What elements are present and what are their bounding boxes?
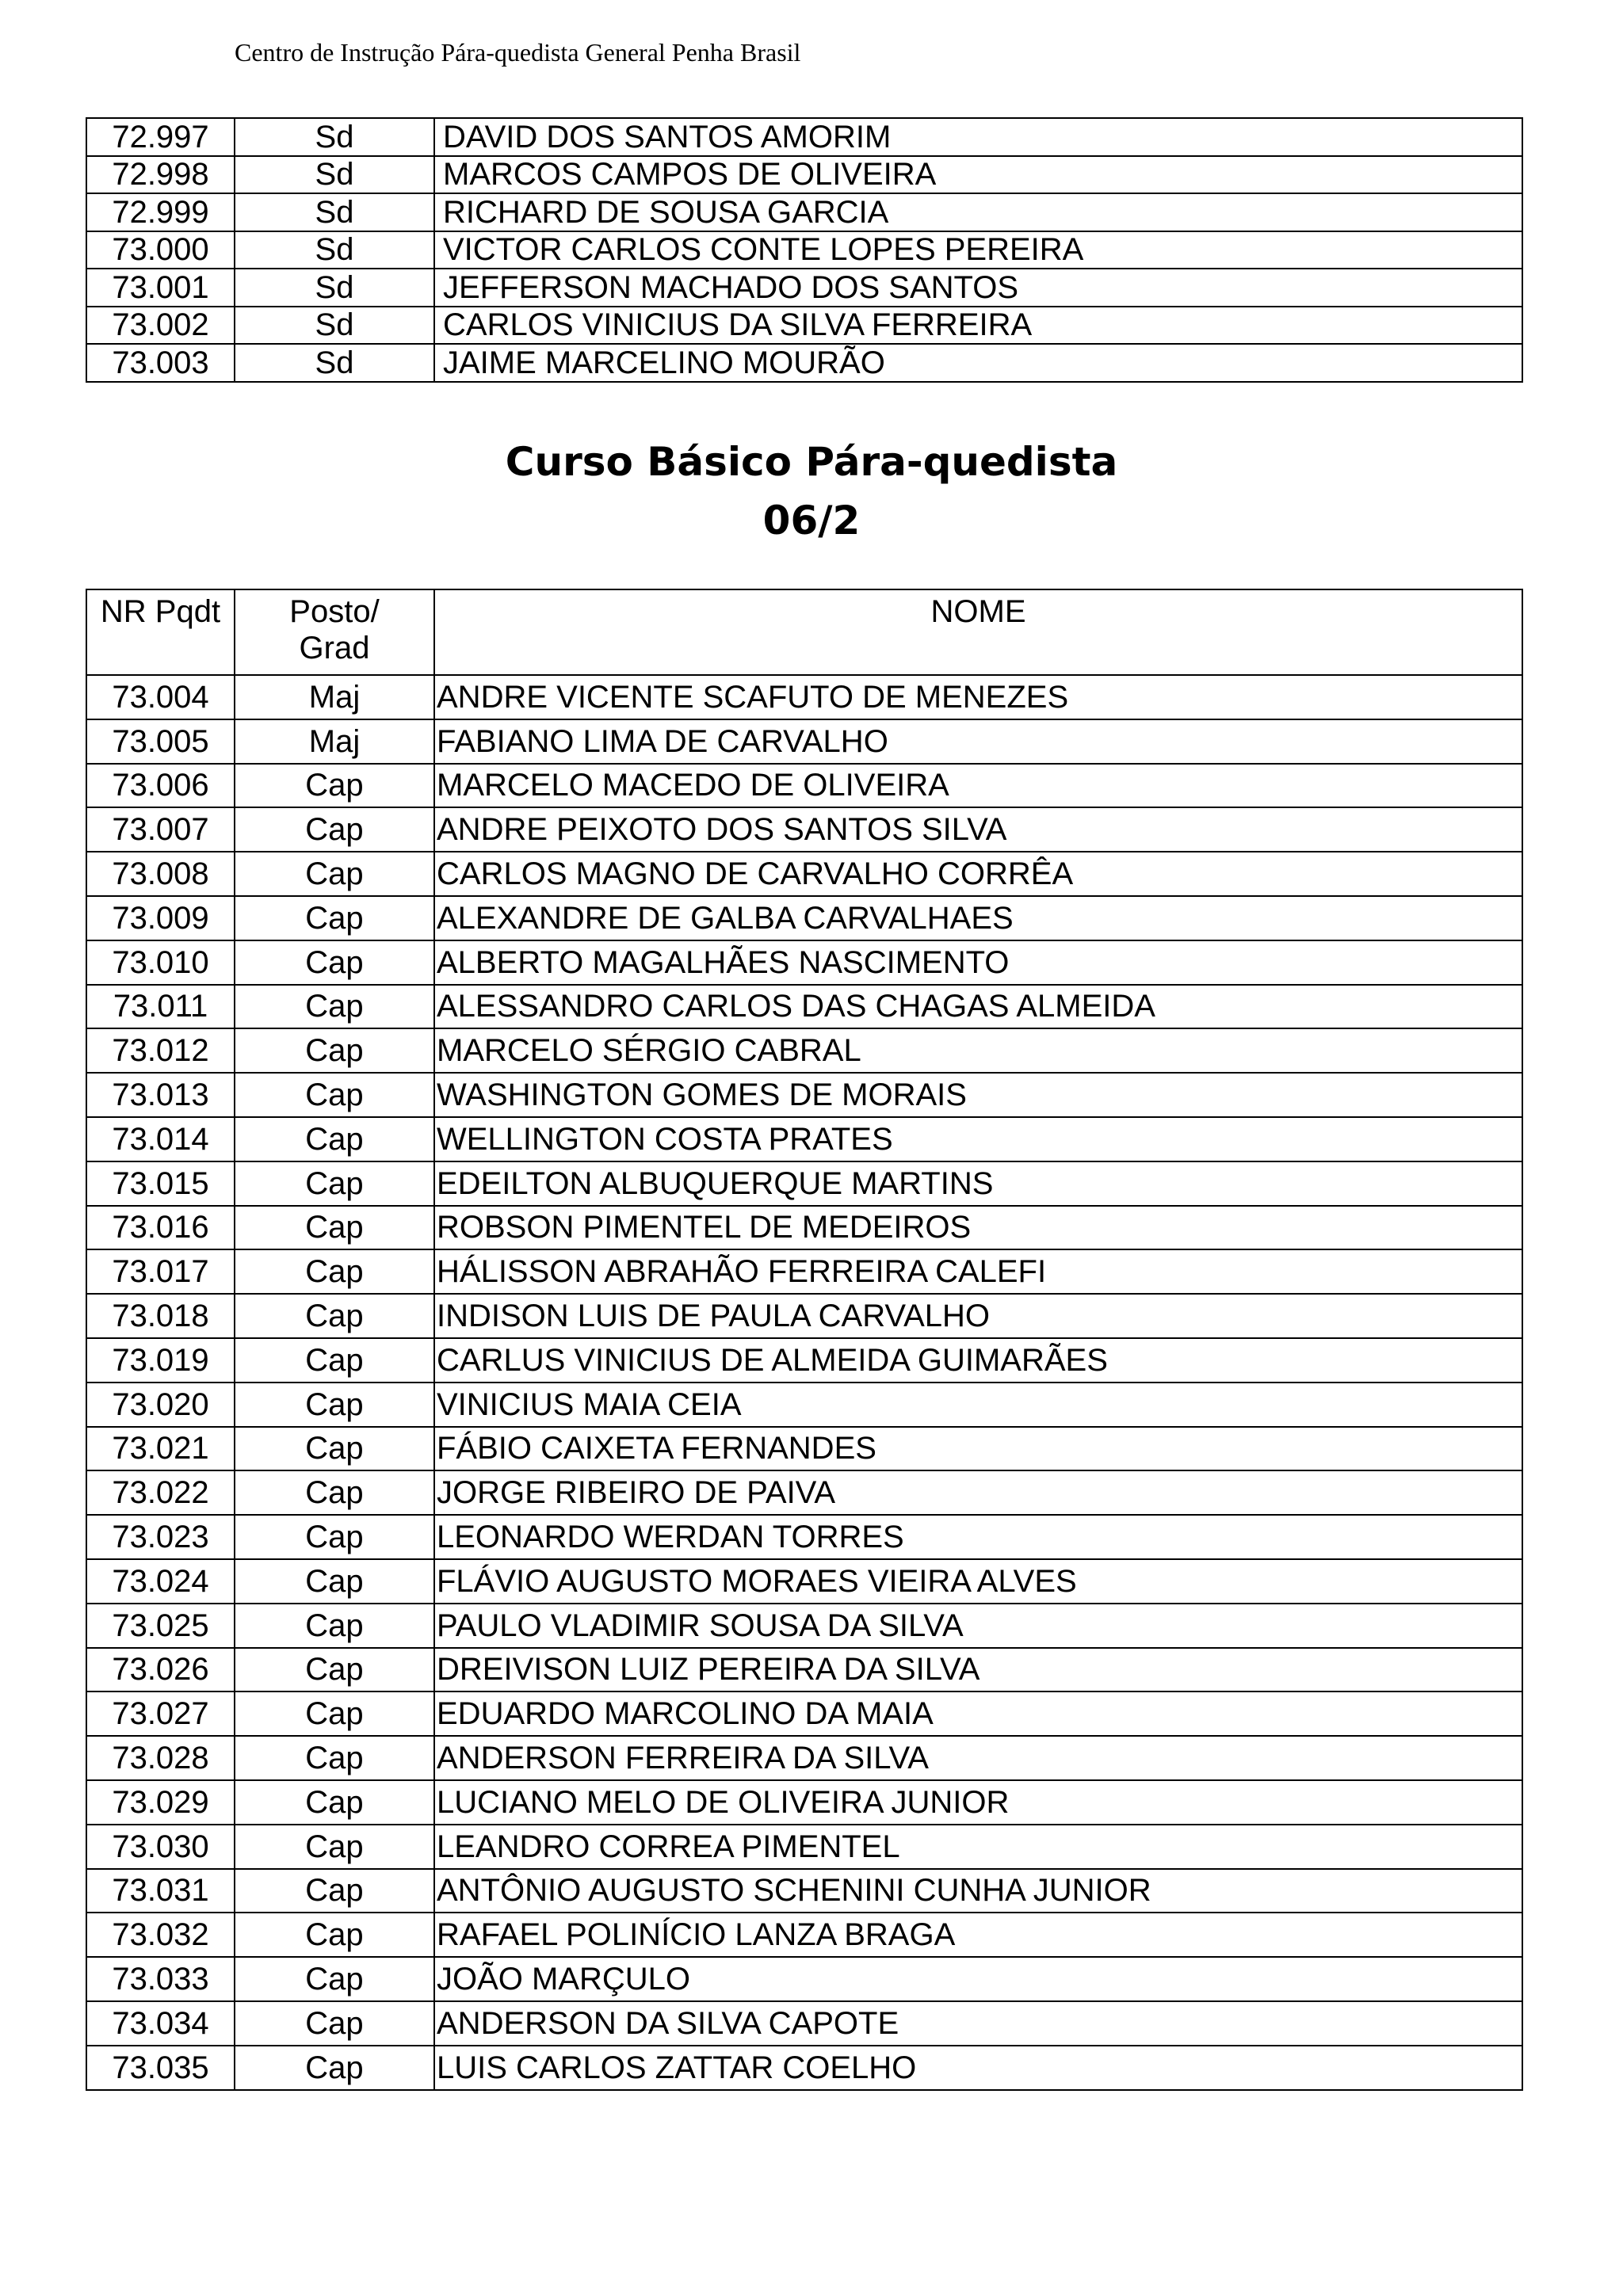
table-row	[86, 1913, 1522, 1957]
rank-cell: Sd	[235, 269, 434, 307]
nr-cell: 73.033	[86, 1957, 235, 2001]
rank-cell: Cap	[235, 1294, 434, 1338]
table-row	[86, 118, 1522, 156]
nr-cell: 73.025	[86, 1604, 235, 1648]
rank-cell: Cap	[235, 1691, 434, 1736]
column-header-name: NOME	[434, 589, 1522, 675]
nr-cell: 73.011	[86, 985, 235, 1029]
table-row	[86, 985, 1522, 1029]
nr-cell: 73.007	[86, 807, 235, 852]
previous-roster-table	[86, 117, 1523, 383]
name-cell: MARCELO SÉRGIO CABRAL	[434, 1028, 1522, 1073]
rank-cell: Cap	[235, 1869, 434, 1913]
roster-body	[86, 675, 1522, 2090]
nr-cell: 73.021	[86, 1427, 235, 1471]
name-cell: LUCIANO MELO DE OLIVEIRA JUNIOR	[434, 1780, 1522, 1825]
table-row	[86, 1427, 1522, 1471]
column-header-rank-line1: Posto/	[289, 594, 380, 629]
nr-cell: 73.029	[86, 1780, 235, 1825]
name-cell: EDEILTON ALBUQUERQUE MARTINS	[434, 1161, 1522, 1206]
rank-cell: Maj	[235, 719, 434, 764]
nr-cell: 73.023	[86, 1515, 235, 1559]
rank-cell: Cap	[235, 1559, 434, 1604]
rank-cell: Cap	[235, 1913, 434, 1957]
name-cell: CARLOS VINICIUS DA SILVA FERREIRA	[434, 307, 1522, 345]
column-header-nr: NR Pqdt	[86, 589, 235, 675]
name-cell: MARCOS CAMPOS DE OLIVEIRA	[434, 156, 1522, 194]
nr-cell: 73.009	[86, 896, 235, 940]
nr-cell: 73.013	[86, 1073, 235, 1117]
nr-cell: 72.997	[86, 118, 235, 156]
table-row	[86, 2001, 1522, 2046]
table-header-row	[86, 589, 1522, 675]
table-row	[86, 1736, 1522, 1780]
rank-cell: Cap	[235, 1427, 434, 1471]
nr-cell: 73.001	[86, 269, 235, 307]
name-cell: JORGE RIBEIRO DE PAIVA	[434, 1470, 1522, 1515]
name-cell: ANDERSON FERREIRA DA SILVA	[434, 1736, 1522, 1780]
rank-cell: Cap	[235, 896, 434, 940]
name-cell: JAIME MARCELINO MOURÃO	[434, 344, 1522, 382]
name-cell: ALBERTO MAGALHÃES NASCIMENTO	[434, 940, 1522, 985]
table-row	[86, 852, 1522, 896]
rank-cell: Cap	[235, 1117, 434, 1161]
name-cell: INDISON LUIS DE PAULA CARVALHO	[434, 1294, 1522, 1338]
rank-cell: Sd	[235, 231, 434, 269]
nr-cell: 72.998	[86, 156, 235, 194]
name-cell: MARCELO MACEDO DE OLIVEIRA	[434, 764, 1522, 808]
nr-cell: 73.015	[86, 1161, 235, 1206]
nr-cell: 73.010	[86, 940, 235, 985]
name-cell: CARLUS VINICIUS DE ALMEIDA GUIMARÃES	[434, 1338, 1522, 1383]
rank-cell: Cap	[235, 1736, 434, 1780]
nr-cell: 73.030	[86, 1825, 235, 1869]
table-row	[86, 1249, 1522, 1294]
rank-cell: Cap	[235, 1780, 434, 1825]
nr-cell: 73.016	[86, 1206, 235, 1250]
rank-cell: Cap	[235, 2046, 434, 2090]
rank-cell: Cap	[235, 985, 434, 1029]
column-header-rank-line2: Grad	[299, 631, 370, 666]
nr-cell: 73.014	[86, 1117, 235, 1161]
name-cell: EDUARDO MARCOLINO DA MAIA	[434, 1691, 1522, 1736]
nr-cell: 73.008	[86, 852, 235, 896]
table-row	[86, 896, 1522, 940]
rank-cell: Cap	[235, 1515, 434, 1559]
rank-cell: Cap	[235, 852, 434, 896]
nr-cell: 73.022	[86, 1470, 235, 1515]
name-cell: VICTOR CARLOS CONTE LOPES PEREIRA	[434, 231, 1522, 269]
name-cell: ALEXANDRE DE GALBA CARVALHAES	[434, 896, 1522, 940]
rank-cell: Cap	[235, 1604, 434, 1648]
table-row	[86, 156, 1522, 194]
rank-cell: Sd	[235, 118, 434, 156]
name-cell: WASHINGTON GOMES DE MORAIS	[434, 1073, 1522, 1117]
table-row	[86, 1117, 1522, 1161]
name-cell: JOÃO MARÇULO	[434, 1957, 1522, 2001]
nr-cell: 73.026	[86, 1648, 235, 1692]
rank-cell: Cap	[235, 1073, 434, 1117]
table-row	[86, 1825, 1522, 1869]
nr-cell: 73.019	[86, 1338, 235, 1383]
table-row	[86, 1515, 1522, 1559]
column-header-rank	[235, 589, 434, 675]
table-row	[86, 1206, 1522, 1250]
name-cell: ANDRE VICENTE SCAFUTO DE MENEZES	[434, 675, 1522, 719]
table-row	[86, 269, 1522, 307]
nr-cell: 73.000	[86, 231, 235, 269]
previous-roster-body	[86, 118, 1522, 382]
table-row	[86, 1780, 1522, 1825]
rank-cell: Cap	[235, 1383, 434, 1427]
table-row	[86, 307, 1522, 345]
nr-cell: 73.004	[86, 675, 235, 719]
name-cell: LEANDRO CORREA PIMENTEL	[434, 1825, 1522, 1869]
name-cell: ANDRE PEIXOTO DOS SANTOS SILVA	[434, 807, 1522, 852]
table-row	[86, 193, 1522, 231]
rank-cell: Cap	[235, 1957, 434, 2001]
nr-cell: 73.028	[86, 1736, 235, 1780]
course-class: 06/2	[762, 498, 861, 543]
table-row	[86, 1028, 1522, 1073]
nr-cell: 73.018	[86, 1294, 235, 1338]
table-row	[86, 1691, 1522, 1736]
rank-cell: Cap	[235, 1161, 434, 1206]
roster-table	[86, 589, 1523, 2091]
name-cell: VINICIUS MAIA CEIA	[434, 1383, 1522, 1427]
rank-cell: Sd	[235, 193, 434, 231]
name-cell: FÁBIO CAIXETA FERNANDES	[434, 1427, 1522, 1471]
nr-cell: 73.006	[86, 764, 235, 808]
nr-cell: 73.005	[86, 719, 235, 764]
rank-cell: Cap	[235, 1648, 434, 1692]
table-row	[86, 1604, 1522, 1648]
table-row	[86, 1383, 1522, 1427]
table-row	[86, 940, 1522, 985]
course-title: Curso Básico Pára-quedista	[505, 439, 1118, 485]
name-cell: ANTÔNIO AUGUSTO SCHENINI CUNHA JUNIOR	[434, 1869, 1522, 1913]
rank-cell: Sd	[235, 307, 434, 345]
name-cell: WELLINGTON COSTA PRATES	[434, 1117, 1522, 1161]
table-row	[86, 1957, 1522, 2001]
nr-cell: 73.020	[86, 1383, 235, 1427]
page-header: Centro de Instrução Pára-quedista General Penha Brasil	[235, 38, 801, 67]
table-row	[86, 1294, 1522, 1338]
nr-cell: 73.027	[86, 1691, 235, 1736]
nr-cell: 73.017	[86, 1249, 235, 1294]
table-row	[86, 1648, 1522, 1692]
nr-cell: 73.034	[86, 2001, 235, 2046]
name-cell: RICHARD DE SOUSA GARCIA	[434, 193, 1522, 231]
name-cell: LEONARDO WERDAN TORRES	[434, 1515, 1522, 1559]
rank-cell: Cap	[235, 807, 434, 852]
name-cell: PAULO VLADIMIR SOUSA DA SILVA	[434, 1604, 1522, 1648]
rank-cell: Cap	[235, 2001, 434, 2046]
table-row	[86, 2046, 1522, 2090]
nr-cell: 73.003	[86, 344, 235, 382]
table-row	[86, 1338, 1522, 1383]
table-row	[86, 675, 1522, 719]
name-cell: DAVID DOS SANTOS AMORIM	[434, 118, 1522, 156]
table-row	[86, 764, 1522, 808]
rank-cell: Sd	[235, 344, 434, 382]
name-cell: ALESSANDRO CARLOS DAS CHAGAS ALMEIDA	[434, 985, 1522, 1029]
nr-cell: 73.032	[86, 1913, 235, 1957]
rank-cell: Cap	[235, 1338, 434, 1383]
name-cell: RAFAEL POLINÍCIO LANZA BRAGA	[434, 1913, 1522, 1957]
rank-cell: Cap	[235, 1206, 434, 1250]
table-row	[86, 231, 1522, 269]
nr-cell: 73.031	[86, 1869, 235, 1913]
rank-cell: Maj	[235, 675, 434, 719]
table-row	[86, 1470, 1522, 1515]
name-cell: ANDERSON DA SILVA CAPOTE	[434, 2001, 1522, 2046]
nr-cell: 73.035	[86, 2046, 235, 2090]
rank-cell: Cap	[235, 1825, 434, 1869]
nr-cell: 72.999	[86, 193, 235, 231]
name-cell: FLÁVIO AUGUSTO MORAES VIEIRA ALVES	[434, 1559, 1522, 1604]
rank-cell: Cap	[235, 1028, 434, 1073]
name-cell: DREIVISON LUIZ PEREIRA DA SILVA	[434, 1648, 1522, 1692]
name-cell: FABIANO LIMA DE CARVALHO	[434, 719, 1522, 764]
name-cell: CARLOS MAGNO DE CARVALHO CORRÊA	[434, 852, 1522, 896]
table-row	[86, 1161, 1522, 1206]
name-cell: ROBSON PIMENTEL DE MEDEIROS	[434, 1206, 1522, 1250]
table-row	[86, 1869, 1522, 1913]
name-cell: HÁLISSON ABRAHÃO FERREIRA CALEFI	[434, 1249, 1522, 1294]
name-cell: LUIS CARLOS ZATTAR COELHO	[434, 2046, 1522, 2090]
rank-cell: Cap	[235, 940, 434, 985]
table-row	[86, 1559, 1522, 1604]
nr-cell: 73.012	[86, 1028, 235, 1073]
table-row	[86, 719, 1522, 764]
rank-cell: Cap	[235, 1470, 434, 1515]
nr-cell: 73.002	[86, 307, 235, 345]
rank-cell: Cap	[235, 764, 434, 808]
nr-cell: 73.024	[86, 1559, 235, 1604]
table-row	[86, 1073, 1522, 1117]
rank-cell: Sd	[235, 156, 434, 194]
table-row	[86, 807, 1522, 852]
name-cell: JEFFERSON MACHADO DOS SANTOS	[434, 269, 1522, 307]
table-row	[86, 344, 1522, 382]
rank-cell: Cap	[235, 1249, 434, 1294]
